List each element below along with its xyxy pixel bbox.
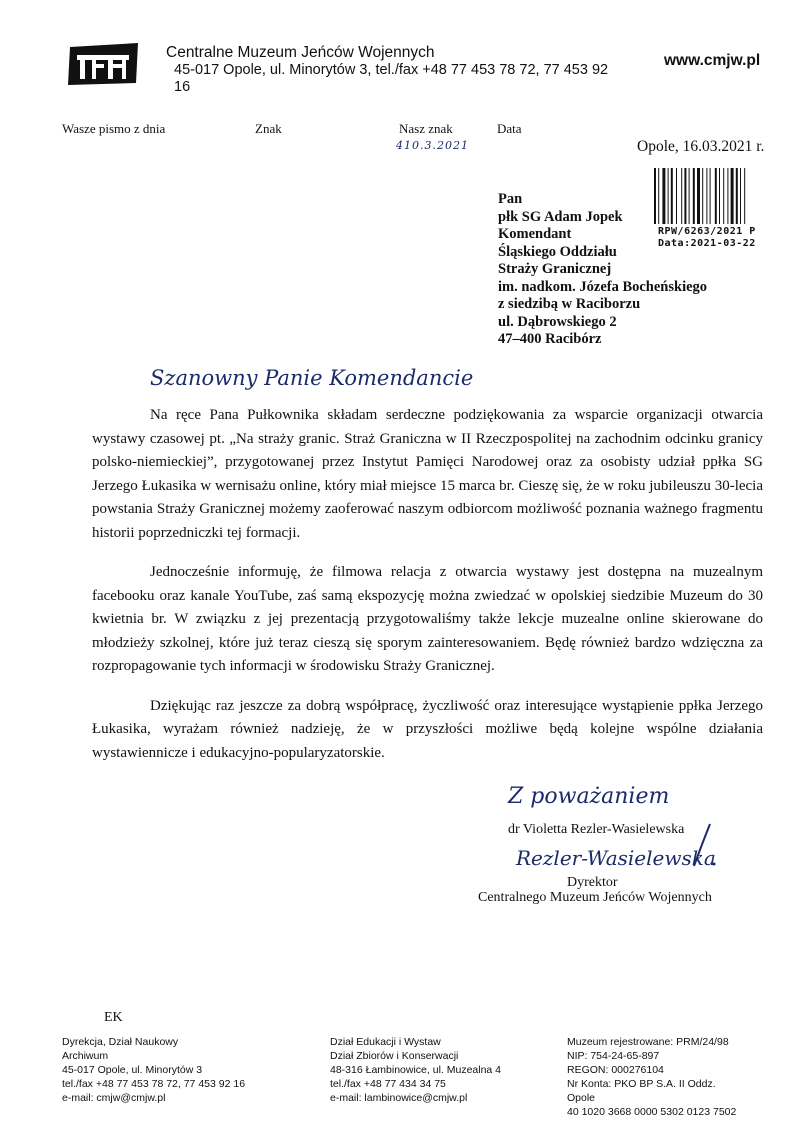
footer-line: 40 1020 3668 0000 5302 0123 7502 bbox=[567, 1106, 737, 1118]
our-sign-value: 410.3.2021 bbox=[396, 139, 469, 152]
recipient-line: Komendant bbox=[498, 226, 572, 242]
sign-label: Znak bbox=[255, 121, 282, 136]
our-sign-label: Nasz znak bbox=[399, 121, 453, 136]
recipient-line: Śląskiego Oddziału bbox=[498, 243, 617, 260]
recipient-line: im. nadkom. Józefa Bocheńskiego bbox=[498, 278, 708, 295]
museum-logo bbox=[68, 43, 140, 85]
footer-column-registry bbox=[567, 1035, 736, 1119]
footer-email[interactable]: e-mail: lambinowice@cmjw.pl bbox=[330, 1092, 468, 1104]
footer-line: Nr Konta: PKO BP S.A. II Oddz. bbox=[567, 1078, 716, 1090]
footer-line: 45-017 Opole, ul. Minorytów 3 bbox=[62, 1064, 203, 1076]
footer-line: Dział Edukacji i Wystaw bbox=[330, 1036, 441, 1048]
letter-paragraph: Na ręce Pana Pułkownika składam serdeczne podziękowania za wsparcie organizacji otwarcia wystawy czasowej pt. „Na straży granic. Straż Graniczna w II Rzeczpospolitej na zachodnim odcinku granicy polsko-niemieckiej”, przygotowanej przez Instytut Pamięci Narodowej oraz za osobisty udział ppłka SG Jerzego Łukasika w wernisażu online, który miał miejsce 15 marca br. Cieszę się, że w roku jubileuszu 30-lecia powstania Straży Granicznej możemy zaoferować naszym odbiorcom możliwość poznania ważnego fragmentu historii poprzedniczki tej formacji. bbox=[92, 407, 763, 541]
footer-line: NIP: 754-24-65-897 bbox=[567, 1050, 660, 1062]
footer-line: 48-316 Łambinowice, ul. Muzealna 4 bbox=[330, 1064, 502, 1076]
website-link[interactable]: www.cmjw.pl bbox=[664, 52, 761, 69]
footer-line: Archiwum bbox=[62, 1050, 109, 1062]
recipient-line: Straży Granicznej bbox=[498, 261, 612, 277]
registry-date: Data:2021-03-22 bbox=[658, 238, 756, 249]
signatory-institution: Centralnego Muzeum Jeńców Wojennych bbox=[478, 890, 712, 905]
letter-paragraph: Dziękując raz jeszcze za dobrą współpracę, życzliwość oraz interesujące wystąpienie ppłka Jerzego Łukasika, wyrażam również nadzieję, że w przyszłości możliwe będą kolejne wspólne działania wystawiennicze i edukacyjno-popularyzatorskie. bbox=[92, 697, 763, 761]
recipient-line: z siedzibą w Raciborzu bbox=[498, 296, 641, 312]
museum-logo-icon bbox=[68, 43, 140, 85]
signatory-title: Dyrektor bbox=[567, 875, 618, 890]
institution-address: 45-017 Opole, ul. Minorytów 3, tel./fax +48 77 453 78 72, 77 453 92 16 bbox=[174, 62, 609, 95]
footer-column-lambinowice bbox=[330, 1035, 501, 1105]
footer-line: REGON: 000276104 bbox=[567, 1064, 664, 1076]
footer-column-opole bbox=[62, 1035, 245, 1105]
footer-line: Opole bbox=[567, 1092, 596, 1104]
author-initials: EK bbox=[104, 1010, 123, 1025]
your-letter-label: Wasze pismo z dnia bbox=[62, 121, 166, 136]
footer-email[interactable]: e-mail: cmjw@cmjw.pl bbox=[62, 1092, 166, 1104]
date-label: Data bbox=[497, 121, 522, 136]
recipient-line: płk SG Adam Jopek bbox=[498, 208, 623, 225]
signatory-name: dr Violetta Rezler-Wasielewska bbox=[508, 822, 685, 837]
letter-paragraph: Jednocześnie informuję, że filmowa relacja z otwarcia wystawy jest dostępna na muzealnym facebooku oraz kanale YouTube, zaś samą ekspozycję można zwiedzać w opolskiej siedzibie Muzeum do 30 kwietnia br. W związku z jej prezentacją przygotowaliśmy także lekcje muzealne online skierowane do młodzieży szkolnej, które już teraz cieszą się sporym zainteresowaniem. Będę również bardzo wdzięczna za rozpropagowanie tych informacji w środowisku Straży Granicznej. bbox=[92, 564, 763, 674]
recipient-address bbox=[498, 191, 707, 349]
recipient-line: 47–400 Racibórz bbox=[498, 331, 602, 347]
footer-line: Dział Zbiorów i Konserwacji bbox=[330, 1050, 459, 1062]
recipient-line: ul. Dąbrowskiego 2 bbox=[498, 313, 617, 330]
handwritten-signature: Rezler-Wasielewska bbox=[516, 846, 716, 870]
registry-number: RPW/6263/2021 P bbox=[658, 226, 756, 237]
footer-line: Dyrekcja, Dział Naukowy bbox=[62, 1036, 179, 1048]
footer-line: tel./fax +48 77 434 34 75 bbox=[330, 1078, 446, 1090]
letter-body bbox=[92, 404, 763, 781]
closing-phrase: Z poważaniem bbox=[508, 784, 670, 809]
footer-line: tel./fax +48 77 453 78 72, 77 453 92 16 bbox=[62, 1078, 246, 1090]
place-date: Opole, 16.03.2021 r. bbox=[637, 138, 765, 155]
footer-line: Muzeum rejestrowane: PRM/24/98 bbox=[567, 1036, 729, 1048]
recipient-line: Pan bbox=[498, 191, 523, 207]
letter-greeting: Szanowny Panie Komendancie bbox=[150, 366, 474, 390]
institution-name: Centralne Muzeum Jeńców Wojennych bbox=[166, 44, 435, 61]
